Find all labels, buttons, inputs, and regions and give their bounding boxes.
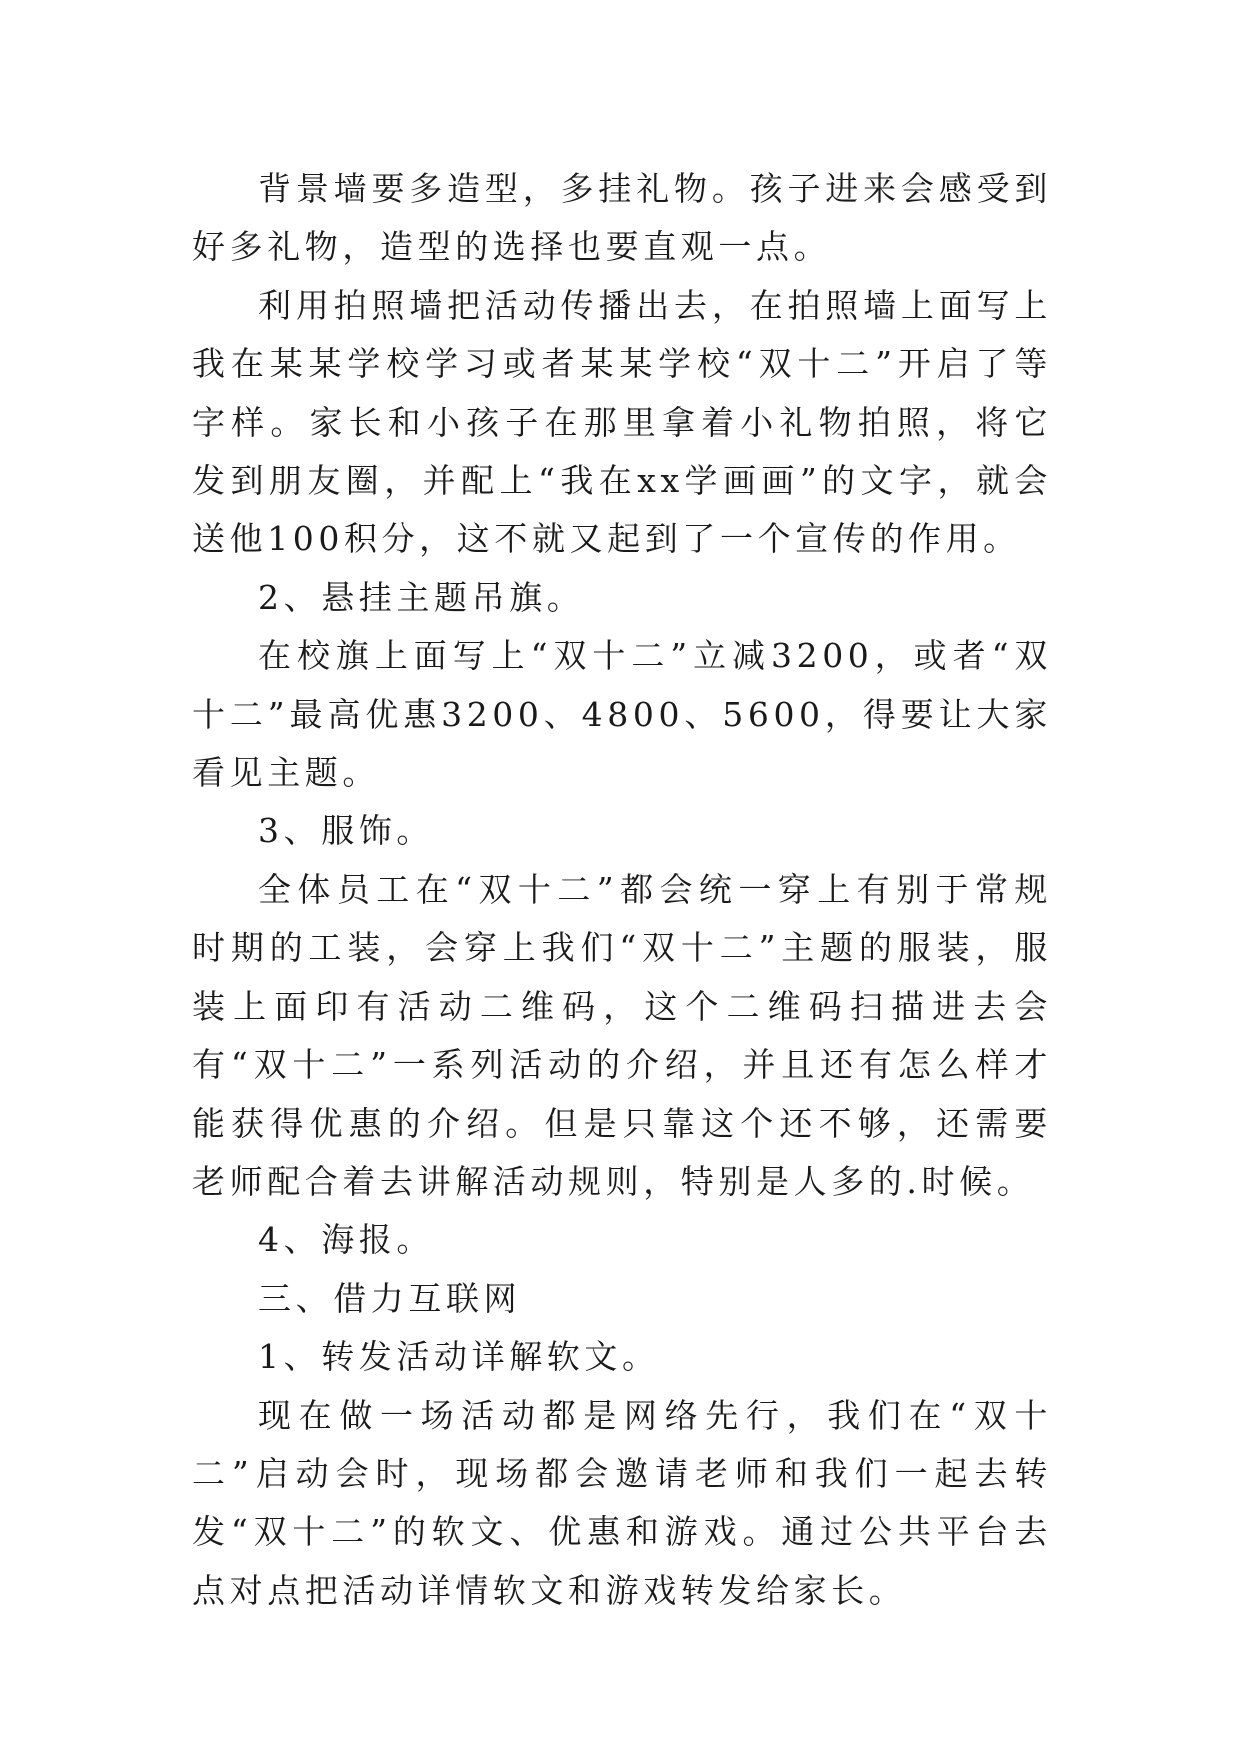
paragraph-online-first: 现在做一场活动都是网络先行，我们在“双十二”启动会时，现场都会邀请老师和我们一起去转发“双十二”的软文、优惠和游戏。通过公共平台去点对点把活动详情软文和游戏转发给家长。 <box>192 1395 1052 1610</box>
heading-poster: 4、海报。 <box>258 1220 434 1260</box>
heading-forward-article: 1、转发活动详解软文。 <box>258 1337 660 1377</box>
heading-clothing: 3、服饰。 <box>258 811 434 851</box>
paragraph-background-wall: 背景墙要多造型，多挂礼物。孩子进来会感受到好多礼物，造型的选择也要直观一点。 <box>192 169 1052 267</box>
heading-internet: 三、借力互联网 <box>258 1278 522 1318</box>
heading-hanging-flags: 2、悬挂主题吊旗。 <box>258 577 585 617</box>
paragraph-school-flag: 在校旗上面写上“双十二”立减3200，或者“双十二”最高优惠3200、4800、5600，得要让大家看见主题。 <box>192 636 1052 793</box>
paragraph-photo-wall: 利用拍照墙把活动传播出去，在拍照墙上面写上我在某某学校学习或者某某学校“双十二”开启了等字样。家长和小孩子在那里拿着小礼物拍照，将它发到朋友圈，并配上“我在xx学画画”的文字，就会送他100积分，这不就又起到了一个宣传的作用。 <box>192 285 1052 559</box>
paragraph-staff-uniform: 全体员工在“双十二”都会统一穿上有别于常规时期的工装，会穿上我们“双十二”主题的服装，服装上面印有活动二维码，这个二维码扫描进去会有“双十二”一系列活动的介绍，并且还有怎么样才能获得优惠的介绍。但是只靠这个还不够，还需要老师配合着去讲解活动规则，特别是人多的.时候。 <box>192 869 1052 1201</box>
document-page <box>192 160 1052 1620</box>
